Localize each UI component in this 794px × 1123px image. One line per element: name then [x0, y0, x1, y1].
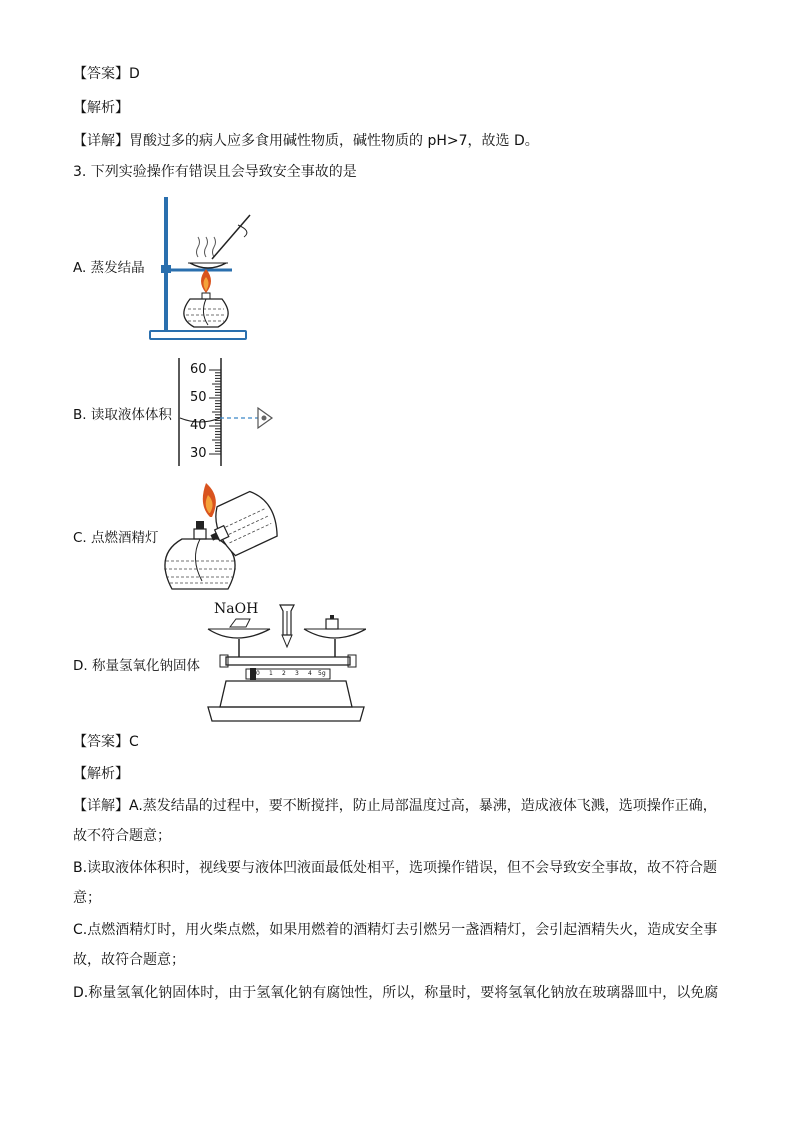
q3-detail-line: C.点燃酒精灯时，用火柴点燃，如果用燃着的酒精灯去引燃另一盏酒精灯，会引起酒精失火，造成安全事 [73, 922, 718, 938]
graduated-cylinder-figure [176, 356, 286, 468]
scale-mark: 1 [269, 670, 273, 677]
q3-detail-line: B.读取液体体积时，视线要与液体凹液面最低处相平，选项操作错误，但不会导致安全事故，故不符合题 [73, 860, 718, 876]
q2-detail: 【详解】胃酸过多的病人应多食用碱性物质，碱性物质的 pH>7，故选 D。 [73, 133, 539, 149]
tick-label-40: 40 [190, 418, 207, 433]
scale-mark: 2 [282, 670, 286, 677]
scale-mark: 5g [318, 670, 326, 677]
balance-base [208, 707, 364, 721]
clamp [161, 265, 171, 273]
option-b-label: B. 读取液体体积 [73, 407, 172, 423]
left-pan [208, 629, 270, 638]
stand-base [150, 331, 246, 339]
evaporating-dish [190, 263, 226, 268]
q3-detail-line: 故不符合题意； [73, 828, 171, 844]
tick-label-50: 50 [190, 390, 207, 405]
right-pan [304, 629, 366, 638]
balance-beam [226, 657, 350, 665]
q3-answer: 【答案】C [73, 734, 139, 750]
q3-detail-line: 故，故符合题意； [73, 952, 185, 968]
option-c-label: C. 点燃酒精灯 [73, 530, 159, 546]
evaporation-figure [148, 193, 260, 343]
q3-detail-line: 【详解】A.蒸发结晶的过程中，要不断搅拌，防止局部温度过高，暴沸，造成液体飞溅，选项操作正确， [73, 798, 717, 814]
q3-detail-line: 意； [73, 890, 101, 906]
q2-answer: 【答案】D [73, 66, 140, 82]
weight-icon [326, 619, 338, 629]
q3-analysis-heading: 【解析】 [73, 766, 129, 782]
stand-rod [164, 197, 168, 331]
balance-body [220, 681, 352, 707]
steam-icon [197, 237, 200, 257]
lamp-lighting-figure [160, 481, 286, 595]
naoh-label: NaOH [214, 601, 259, 617]
q3-stem: 3. 下列实验操作有错误且会导致安全事故的是 [73, 164, 357, 180]
alcohol-lamp [184, 299, 228, 327]
scale-mark: 0 [256, 670, 266, 677]
lamp-wick-cap [196, 521, 204, 529]
naoh-sample [230, 619, 250, 627]
scale-mark: 4 [308, 670, 312, 677]
option-a-label: A. 蒸发结晶 [73, 260, 145, 276]
scale-mark: 3 [295, 670, 299, 677]
q3-detail-line: D.称量氢氧化钠固体时，由于氢氧化钠有腐蚀性，所以，称量时，要将氢氧化钠放在玻璃器皿中，以免腐 [73, 985, 719, 1001]
balance-figure [206, 599, 366, 725]
option-d-label: D. 称量氢氧化钠固体 [73, 658, 200, 674]
tick-label-60: 60 [190, 362, 207, 377]
bottom-alcohol-lamp [165, 539, 235, 589]
q2-analysis-heading: 【解析】 [73, 100, 129, 116]
tick-label-30: 30 [190, 446, 207, 461]
